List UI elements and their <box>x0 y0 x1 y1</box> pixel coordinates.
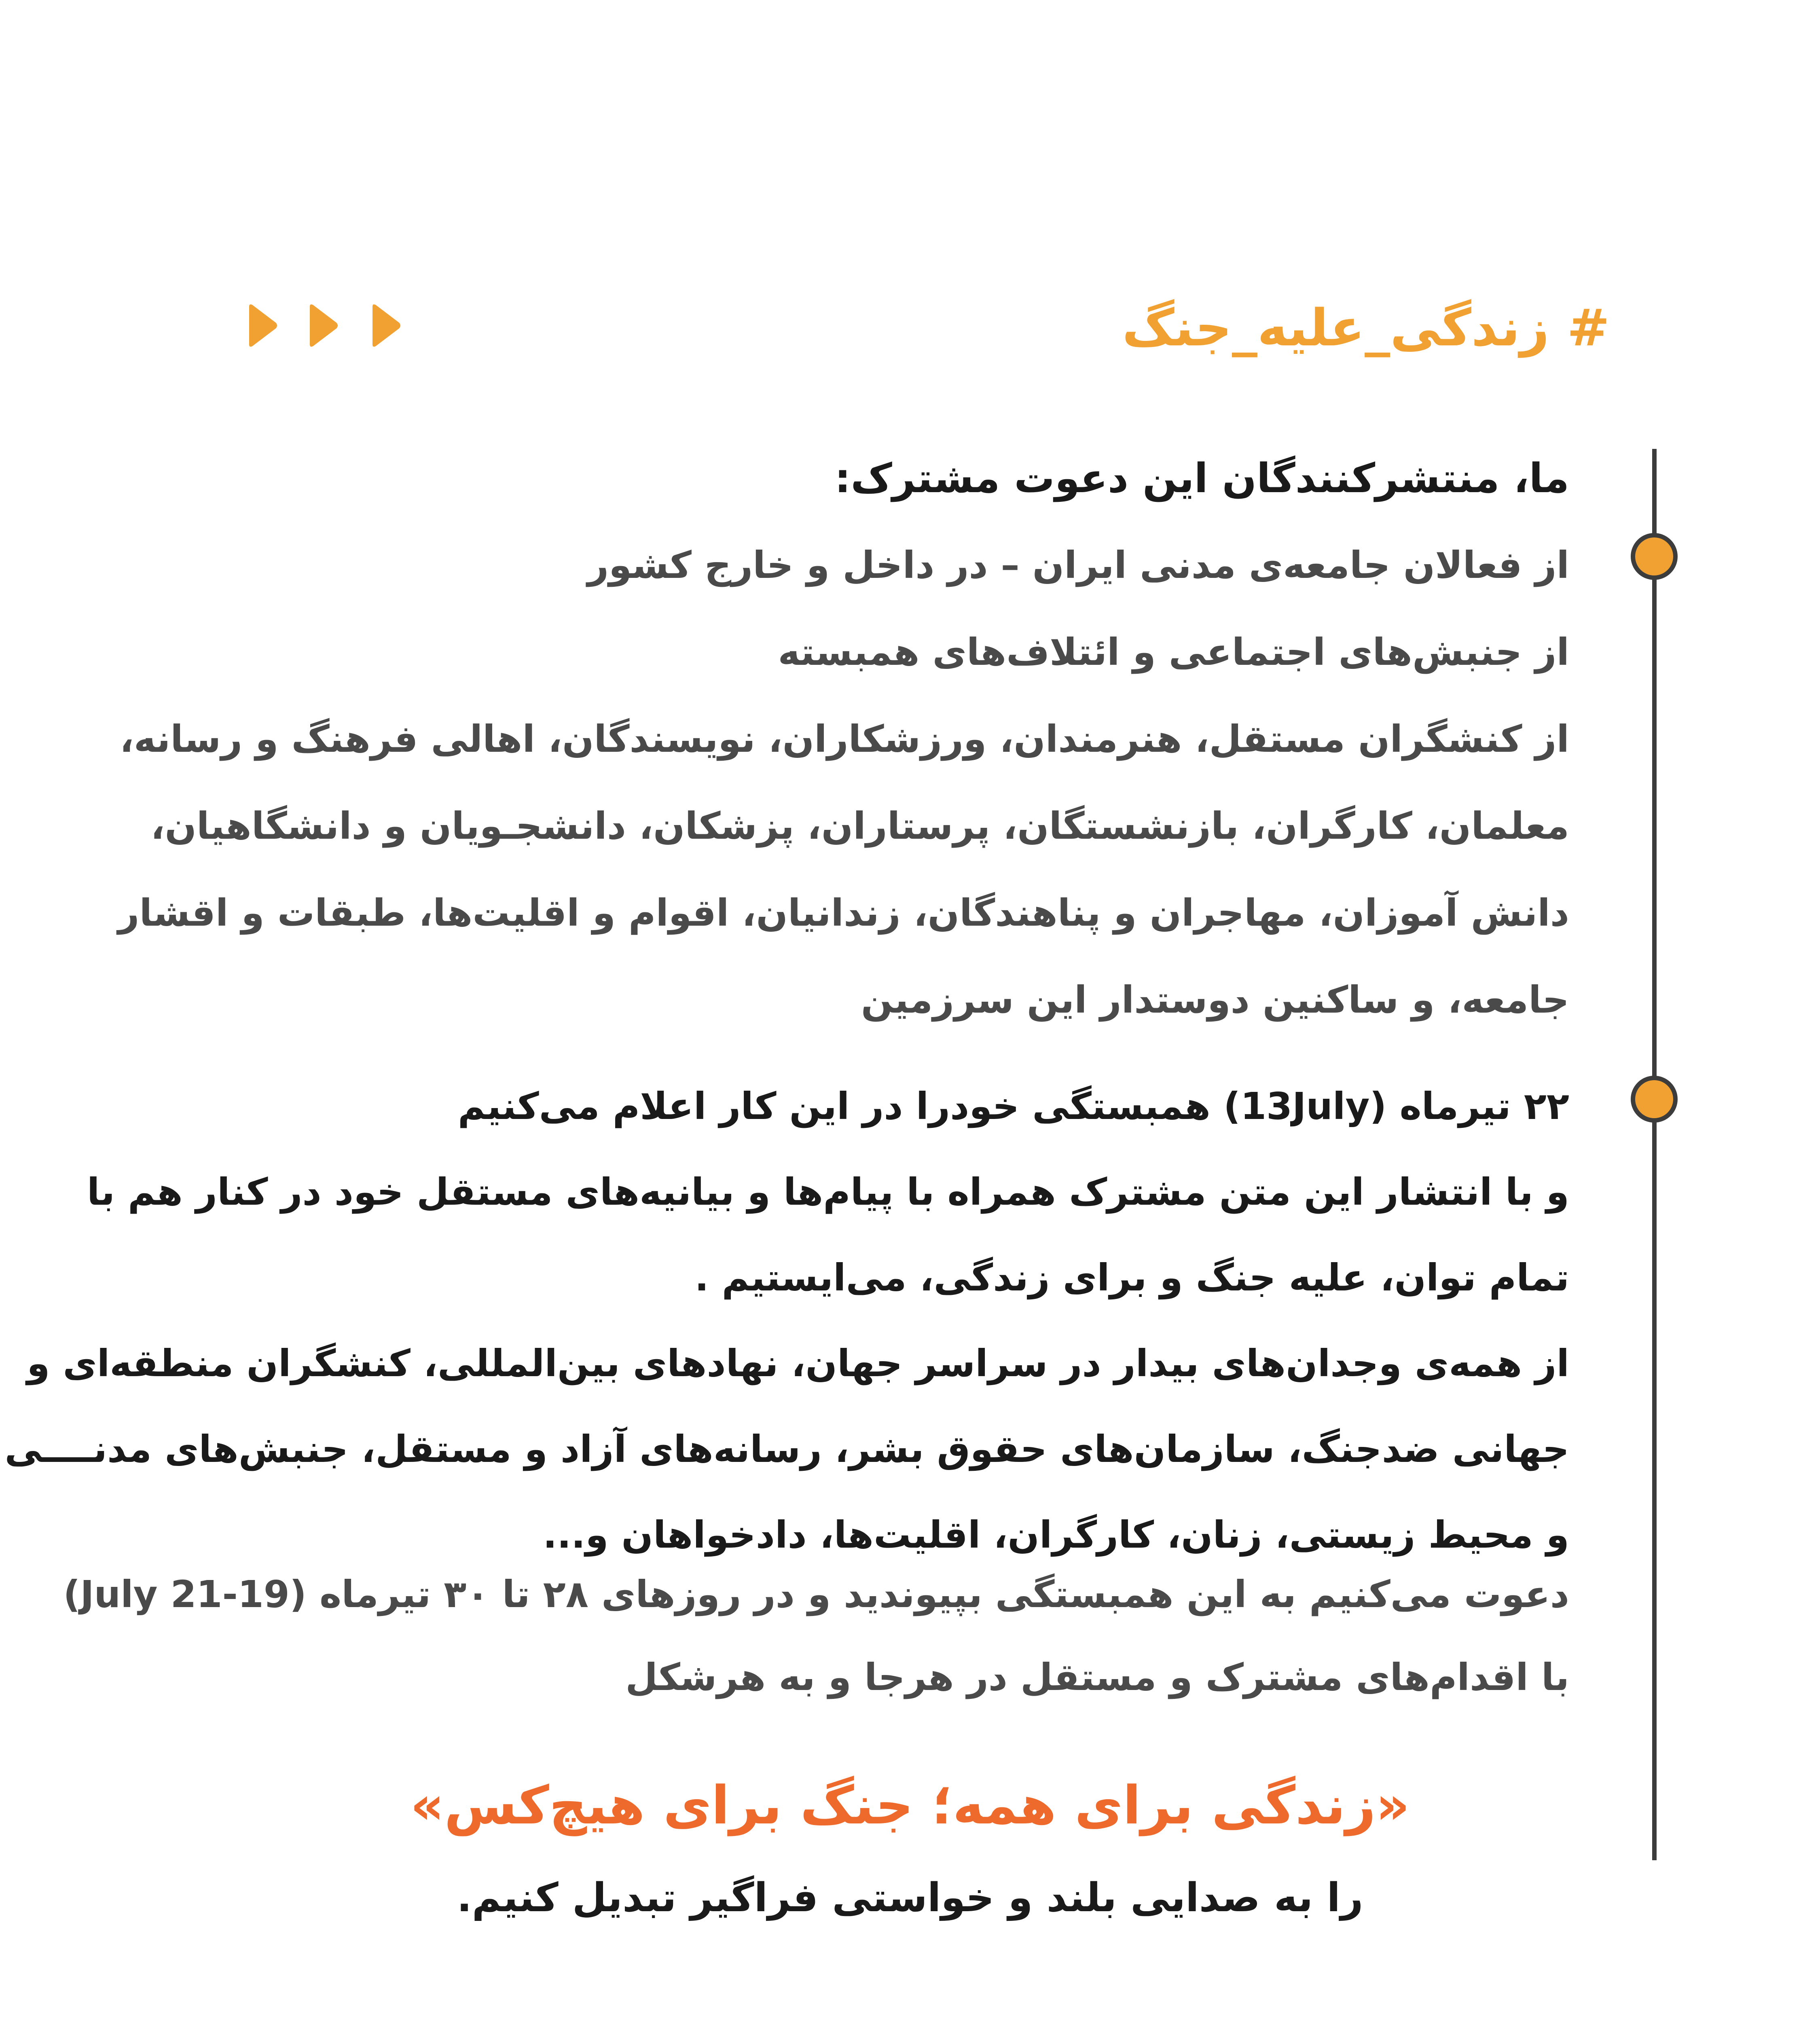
play-arrow-icon <box>307 303 339 348</box>
closing-slogan: «زندگی برای همه؛ جنگ برای هیچ‌کس» <box>410 1775 1410 1836</box>
intro-line: از فعالان جامعه‌ی مدنی ایران – در داخل و خارج کشور <box>587 544 1569 587</box>
statement-line: و محیط زیستی، زنان، کارگران، اقلیت‌ها، دادخواهان و... <box>543 1513 1569 1557</box>
intro-line: دانش آموزان، مهاجران و پناهندگان، زندانیان، اقوام و اقلیت‌ها، طبقات و اقشار <box>118 891 1569 935</box>
intro-list <box>118 522 1569 1043</box>
hashtag-title: # زندگی_علیه_جنگ <box>1122 298 1610 357</box>
invite-line: با اقدام‌های مشترک و مستقل در هرجا و به هرشکل <box>625 1656 1569 1699</box>
statement-line: و با انتشار این متن مشترک همراه با پیام‌ها و بیانیه‌های مستقل خود در کنار هم با <box>87 1170 1569 1214</box>
intro-line: از کنشگران مستقل، هنرمندان، ورزشکاران، نویسندگان، اهالی فرهنگ و رسانه، <box>119 717 1569 761</box>
invite-section <box>63 1553 1569 1719</box>
play-arrow-icon <box>246 303 278 348</box>
play-arrow-icon <box>369 303 402 348</box>
intro-line: معلمان، کارگران، بازنشستگان، پرستاران، پزشکان، دانشجـویان و دانشگاهیان، <box>150 804 1569 848</box>
intro-line: از جنبش‌های اجتماعی و ائتلاف‌های همبسته <box>778 630 1569 674</box>
intro-line: جامعه، و ساکنین دوستدار این سرزمین <box>861 978 1569 1022</box>
intro-title: ما، منتشرکنندگان این دعوت مشترک: <box>834 455 1569 502</box>
statement-section <box>5 1064 1569 1578</box>
arrow-group <box>246 303 416 348</box>
intro-section <box>834 435 1569 522</box>
statement-line: از همه‌ی وجدان‌های بیدار در سراسر جهان، نهادهای بین‌المللی، کنشگران منطقه‌ای و <box>27 1342 1569 1385</box>
timeline-dot-icon <box>1631 533 1678 580</box>
statement-line: جهانی ضدجنگ، سازمان‌های حقوق بشر، رسانه‌های آزاد و مستقل، جنبش‌های مدنــــی <box>4 1428 1569 1471</box>
statement-line: ۲۲ تیرماه (13July) همبستگی خودرا در این کار اعلام می‌کنیم <box>457 1085 1569 1128</box>
timeline-line <box>1652 449 1657 1860</box>
timeline-dot-icon <box>1631 1076 1678 1123</box>
invite-line: دعوت می‌کنیم به این همبستگی بپیوندید و در روزهای ۲۸ تا ۳۰ تیرماه (19-21 July) <box>63 1573 1569 1616</box>
statement-line: تمام توان، علیه جنگ و برای زندگی، می‌ایستیم . <box>694 1256 1569 1299</box>
closing-subline: را به صدایی بلند و خواستی فراگیر تبدیل کنیم. <box>457 1875 1363 1921</box>
